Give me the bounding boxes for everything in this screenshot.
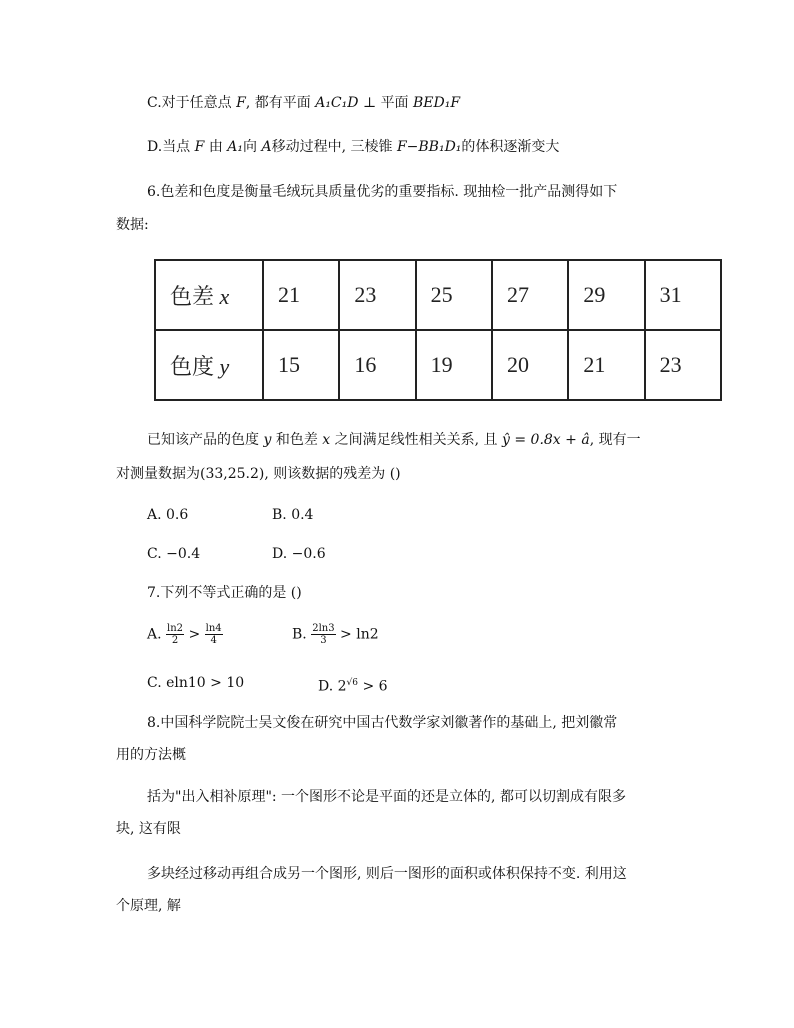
q6-option-d: D. −0.6 <box>272 546 326 562</box>
table-row-color-difference <box>155 260 721 330</box>
q6-option-a: A. 0.6 <box>147 507 189 523</box>
table-header-y: 色度 y <box>155 330 263 400</box>
q8-line3: 括为"出入相补原理": 一个图形不论是平面的还是立体的, 都可以切割成有限多 <box>147 789 626 805</box>
q8-line6: 个原理, 解 <box>116 898 181 914</box>
table-cell: 15 <box>263 330 339 400</box>
table-header-x: 色差 x <box>155 260 263 330</box>
table-cell: 29 <box>568 260 644 330</box>
table-cell: 31 <box>645 260 721 330</box>
table-cell: 16 <box>339 330 415 400</box>
q7-option-d: D. $2^{√6} > 6$ <box>318 678 388 695</box>
q8-line1: 8.中国科学院院士吴文俊在研究中国古代数学家刘徽著作的基础上, 把刘徽常 <box>147 715 618 731</box>
q6-option-b: B. 0.4 <box>272 507 314 523</box>
table-row-chroma <box>155 330 721 400</box>
q8-line2: 用的方法概 <box>116 747 186 763</box>
table-cell: 21 <box>263 260 339 330</box>
table-cell: 23 <box>339 260 415 330</box>
q6-option-c: C. −0.4 <box>147 546 201 562</box>
table-cell: 19 <box>416 330 492 400</box>
table-cell: 27 <box>492 260 568 330</box>
q7-option-a: A. $\frac{\ln 2}{2}$ > $\frac{\ln 4}{4}$ <box>147 623 222 646</box>
table-cell: 21 <box>568 330 644 400</box>
q8-line4: 块, 这有限 <box>116 821 181 837</box>
q7-option-b: B. $\frac{2\ln 3}{3}$ > ln2 <box>292 623 379 646</box>
q6-condition-line2: 对测量数据为(33,25.2), 则该数据的残差为 () <box>116 466 401 482</box>
q6-stem-line1: 6.色差和色度是衡量毛绒玩具质量优劣的重要指标. 现抽检一批产品测得如下 <box>147 184 618 200</box>
q7-option-c: C. eln10 > 10 <box>147 675 245 691</box>
q8-line5: 多块经过移动再组合成另一个图形, 则后一图形的面积或体积保持不变. 利用这 <box>147 866 627 882</box>
q5-option-d: D.当点 F 由 A₁向 A移动过程中, 三棱锥 F−BB₁D₁的体积逐渐变大 <box>147 139 560 155</box>
q6-condition-line1: 已知该产品的色度 y 和色差 x 之间满足线性相关关系, 且 ŷ = 0.8x + â, 现有一 <box>147 432 641 448</box>
table-cell: 20 <box>492 330 568 400</box>
q6-stem-line2: 数据: <box>116 217 149 233</box>
q5-option-c: C.对于任意点 F, 都有平面 A₁C₁D ⊥ 平面 BED₁F <box>147 95 461 111</box>
table-cell: 23 <box>645 330 721 400</box>
q7-stem: 7.下列不等式正确的是 () <box>147 585 302 601</box>
table-cell: 25 <box>416 260 492 330</box>
q6-data-table <box>154 259 722 401</box>
